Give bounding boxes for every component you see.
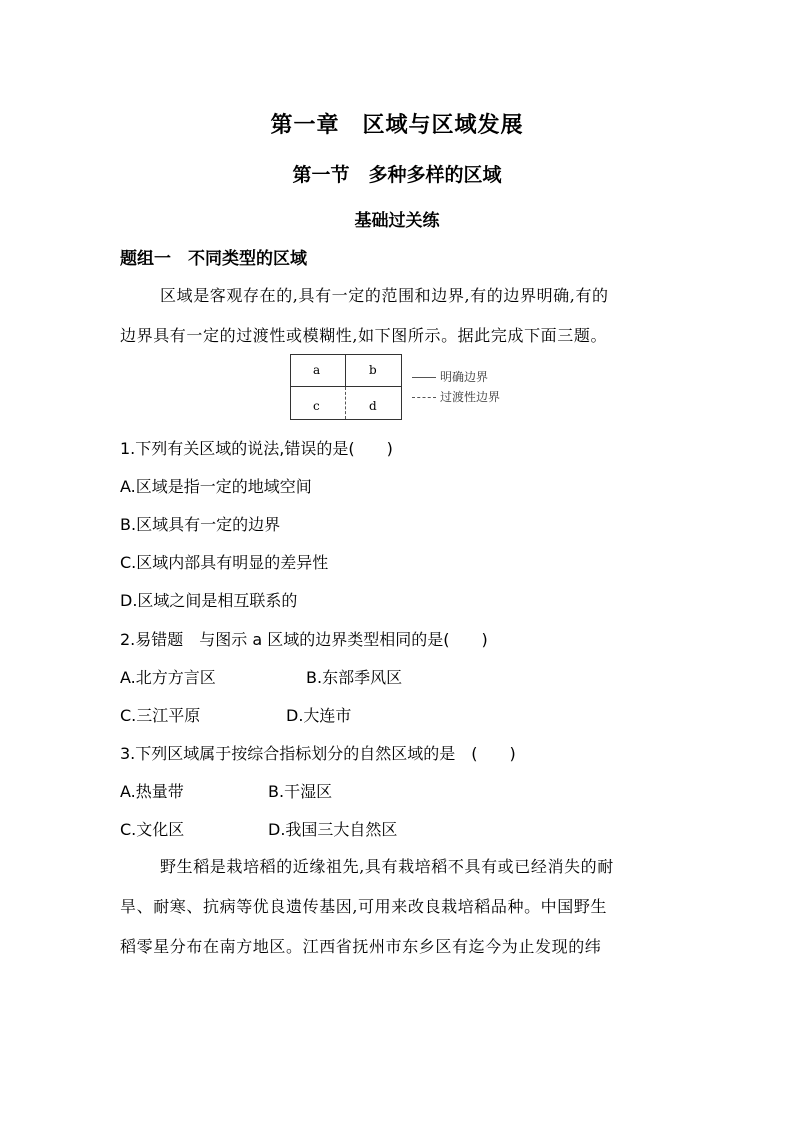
practice-title: 基础过关练 [354,211,440,231]
passage-2-paragraph [120,847,680,967]
question-3-option-b[interactable]: B.干湿区 [268,782,333,801]
question-1-option-a[interactable]: A.区域是指一定的地域空间 [120,477,312,496]
region-label-d: d [369,399,377,413]
passage-2-line: 稻零星分布在南方地区。江西省抚州市东乡区有迄今为止发现的纬 [120,937,602,956]
intro-paragraph [120,276,680,356]
legend-solid [412,368,488,385]
legend-dashed [412,388,500,405]
solid-vertical-boundary [345,355,346,386]
question-2-option-d[interactable]: D.大连市 [286,706,352,725]
boundary-figure [290,354,530,426]
question-3-option-c[interactable]: C.文化区 [120,820,185,839]
question-1-option-c[interactable]: C.区域内部具有明显的差异性 [120,553,329,572]
dashed-vertical-boundary [345,387,346,419]
passage-2-line: 野生稻是栽培稻的近缘祖先,具有栽培稻不具有或已经消失的耐 [160,857,614,876]
chapter-title: 第一章 区域与区域发展 [270,113,524,138]
question-2-option-c[interactable]: C.三江平原 [120,706,201,725]
question-3-stem: 3.下列区域属于按综合指标划分的自然区域的是 ( ) [120,744,516,763]
solid-horizontal-boundary [291,386,401,387]
region-label-c: c [313,399,320,413]
question-2-stem: 2.易错题 与图示 a 区域的边界类型相同的是( ) [120,630,488,649]
question-3-option-d[interactable]: D.我国三大自然区 [268,820,398,839]
intro-line: 边界具有一定的过渡性或模糊性,如下图所示。据此完成下面三题。 [120,326,608,345]
legend-dashed-line [412,397,436,398]
question-1-option-b[interactable]: B.区域具有一定的边界 [120,515,281,534]
intro-line: 区域是客观存在的,具有一定的范围和边界,有的边界明确,有的 [160,286,609,305]
question-3-option-a[interactable]: A.热量带 [120,782,184,801]
region-label-b: b [369,363,377,377]
question-2-option-b[interactable]: B.东部季风区 [306,668,403,687]
region-grid [290,354,402,420]
passage-2-line: 旱、耐寒、抗病等优良遗传基因,可用来改良栽培稻品种。中国野生 [120,897,608,916]
question-2-option-a[interactable]: A.北方方言区 [120,668,216,687]
question-1-option-d[interactable]: D.区域之间是相互联系的 [120,591,298,610]
legend-dashed-label: 过渡性边界 [440,390,501,404]
question-1-stem: 1.下列有关区域的说法,错误的是( ) [120,439,393,458]
section-title: 第一节 多种多样的区域 [292,164,502,186]
question-group-title: 题组一 不同类型的区域 [120,249,307,269]
legend-solid-label: 明确边界 [440,370,489,384]
region-label-a: a [313,363,321,377]
legend-solid-line [412,377,436,378]
